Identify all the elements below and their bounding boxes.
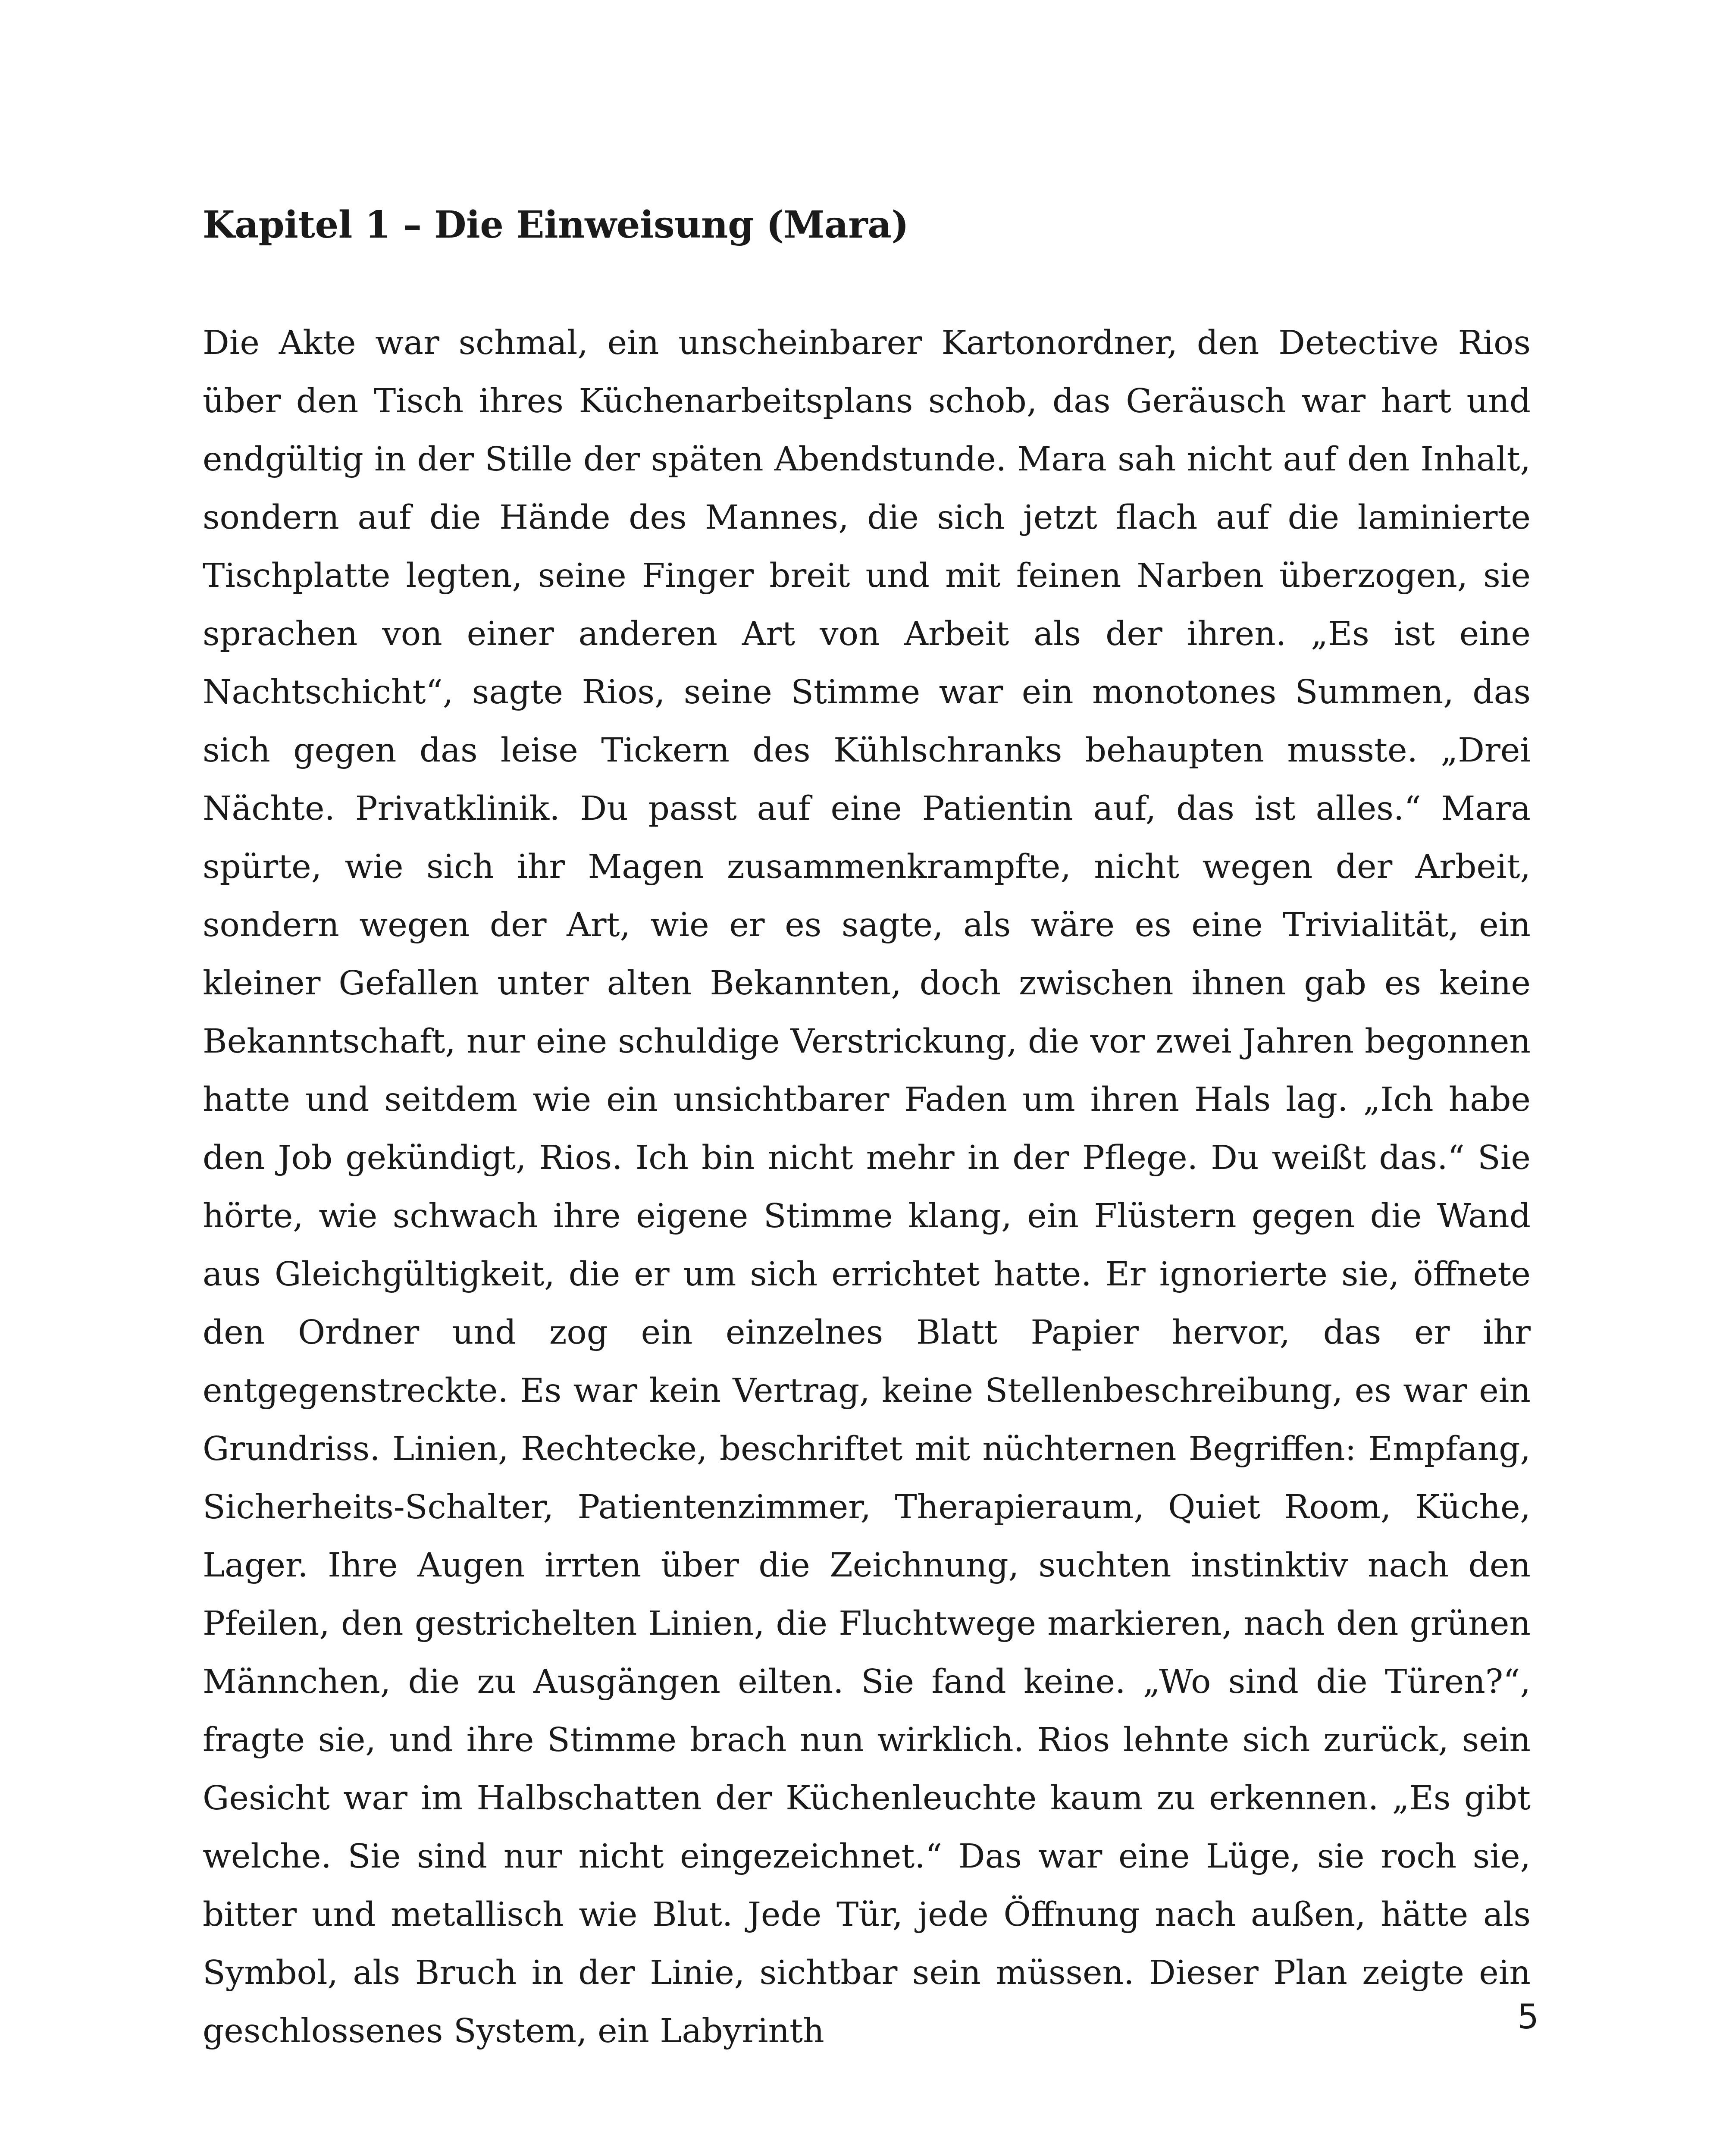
body-paragraph: Die Akte war schmal, ein unscheinbarer Kartonordner, den Detective Rios über den Tisch ihres Küchenarbeitsplans schob, das Geräusch war hart und endgültig in der Stille der späten Abendstunde. Mara sah nicht auf den Inhalt, sondern auf die Hände des Mannes, die sich jetzt flach auf die laminierte Tischplatte legten, seine Finger breit und mit feinen Narben überzogen, sie sprachen von einer anderen Art von Arbeit als der ihren. „Es ist eine Nachtschicht“, sagte Rios, seine Stimme war ein monotones Summen, das sich gegen das leise Tickern des Kühlschranks behaupten musste. „Drei Nächte. Privatklinik. Du passt auf eine Patientin auf, das ist alles.“ Mara spürte, wie sich ihr Magen zusammenkrampfte, nicht wegen der Arbeit, sondern wegen der Art, wie er es sagte, als wäre es eine Trivialität, ein kleiner Gefallen unter alten Bekannten, doch zwischen ihnen gab es keine Bekanntschaft, nur eine schuldige Verstrickung, die vor zwei Jahren begonnen hatte und seitdem wie ein unsichtbarer Faden um ihren Hals lag. „Ich habe den Job gekündigt, Rios. Ich bin nicht mehr in der Pflege. Du weißt das.“ Sie hörte, wie schwach ihre eigene Stimme klang, ein Flüstern gegen die Wand aus Gleichgültigkeit, die er um sich errichtet hatte. Er ignorierte sie, öffnete den Ordner und zog ein einzelnes Blatt Papier hervor, das er ihr entgegenstreckte. Es war kein Vertrag, keine Stellenbeschreibung, es war ein Grundriss. Linien, Rechtecke, beschriftet mit nüchternen Begriffen: Empfang, Sicherheits-Schalter, Patientenzimmer, Therapieraum, Quiet Room, Küche, Lager. Ihre Augen irrten über die Zeichnung, suchten instinktiv nach den Pfeilen, den gestrichelten Linien, die Fluchtwege markieren, nach den grünen Männchen, die zu Ausgängen eilten. Sie fand keine. „Wo sind die Türen?“, fragte sie, und ihre Stimme brach nun wirklich. Rios lehnte sich zurück, sein Gesicht war im Halbschatten der Küchenleuchte kaum zu erkennen. „Es gibt welche. Sie sind nur nicht eingezeichnet.“ Das war eine Lüge, sie roch sie, bitter und metallisch wie Blut. Jede Tür, jede Öffnung nach außen, hätte als Symbol, als Bruch in der Linie, sichtbar sein müssen. Dieser Plan zeigte ein geschlossenes System, ein Labyrinth xyxy=(203,324,1531,2050)
page-number: 5 xyxy=(1517,1998,1539,2037)
chapter-title: Kapitel 1 – Die Einweisung (Mara) xyxy=(203,203,909,247)
